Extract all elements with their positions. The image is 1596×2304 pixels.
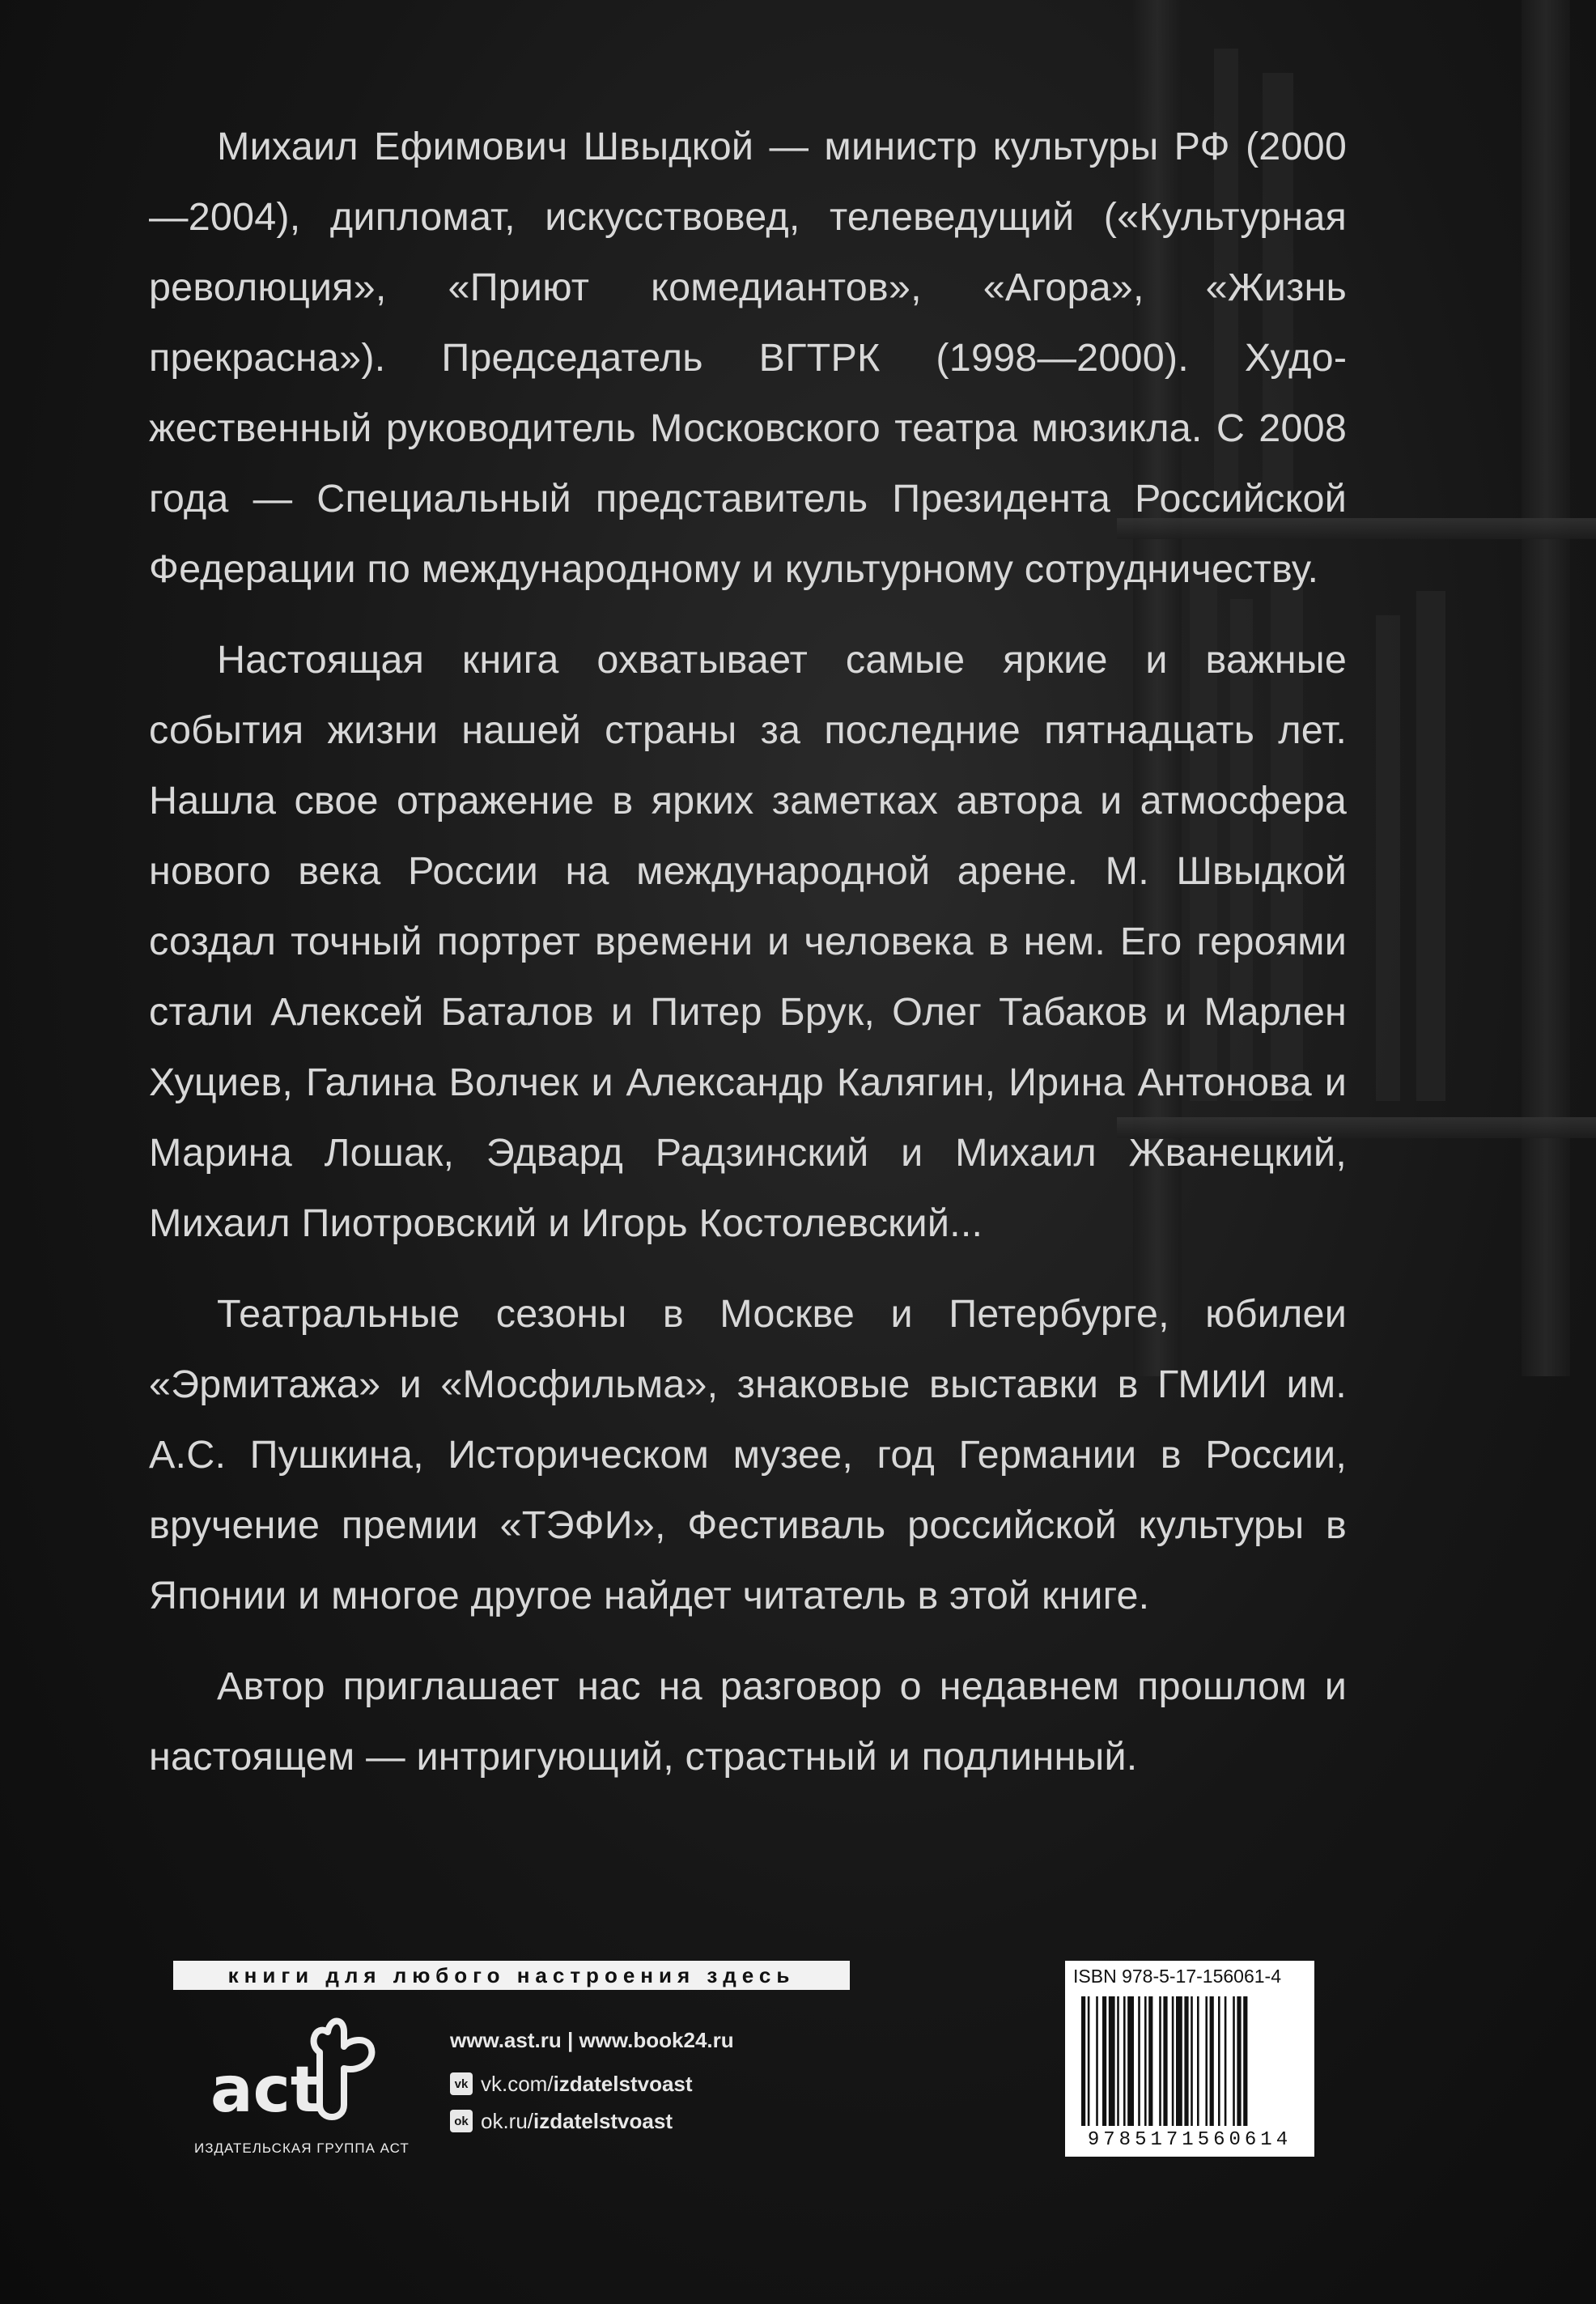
barcode-bar xyxy=(1148,1996,1152,2126)
ok-link-prefix: ok.ru/ xyxy=(481,2108,534,2133)
book-spine xyxy=(1376,615,1400,1101)
vk-link[interactable] xyxy=(450,2071,734,2097)
paragraph: Автор приглашает нас на разговор о недавнем прошлом и настоящем — интригующий, страстный и подлинный. xyxy=(149,1664,1347,1779)
vk-link-handle: izdatelstvoast xyxy=(553,2071,693,2096)
barcode-bar xyxy=(1184,1996,1188,2126)
barcode-bar xyxy=(1210,1996,1214,2126)
barcode-bar xyxy=(1117,1996,1119,2126)
barcode-bar xyxy=(1144,1996,1147,2126)
barcode-bar xyxy=(1163,1996,1167,2126)
ok-link-handle: izdatelstvoast xyxy=(533,2108,673,2133)
barcode-number: 9785171560614 xyxy=(1087,2129,1293,2151)
barcode-bar xyxy=(1102,1996,1106,2126)
ok-link[interactable] xyxy=(450,2108,734,2134)
barcode xyxy=(1081,1996,1301,2126)
act-logo-icon xyxy=(186,2008,397,2137)
barcode-bar xyxy=(1237,1996,1241,2126)
paragraph: Настоящая книга охватывает самые яркие и важные события жизни нашей страны за последние пятнадцать лет. Нашла свое отражение в ярких заметках автора и атмосфера нового века России на международной арене. М. Швыдкой создал точный портрет времени и человека в нем. Его героями стали Алексей Баталов и Питер Брук, Олег Табаков и Марлен Хуциев, Галина Волчек и Александр Калягин, Ирина Антонова и Марина Лошак, Эдвард Радзинский и Михаил Жванецкий, Михаил Пиотровский и Игорь Костолевский... xyxy=(149,638,1347,1245)
isbn-label: ISBN 978-5-17-156061-4 xyxy=(1073,1966,1281,1987)
barcode-bar xyxy=(1123,1996,1126,2126)
logo-text: act xyxy=(210,2054,321,2127)
barcode-bar xyxy=(1096,1996,1098,2126)
barcode-bar xyxy=(1176,1996,1182,2126)
website-links[interactable]: www.ast.ru | www.book24.ru xyxy=(450,2027,734,2052)
barcode-bar xyxy=(1225,1996,1227,2126)
barcode-bar xyxy=(1197,1996,1199,2126)
publisher-name: ИЗДАТЕЛЬСКАЯ ГРУППА АСТ xyxy=(194,2140,410,2156)
vk-link-prefix: vk.com/ xyxy=(481,2071,554,2096)
ok-icon: ok xyxy=(450,2110,473,2132)
barcode-bar xyxy=(1243,1996,1247,2126)
barcode-bar xyxy=(1109,1996,1115,2126)
shelf-post xyxy=(1522,0,1570,1376)
publisher-links xyxy=(450,2027,734,2145)
barcode-bar xyxy=(1172,1996,1174,2126)
paragraph: Михаил Ефимович Швыдкой — министр культуры РФ (2000—2004), дипломат, искусствовед, телеведущий («Культурная революция», «Приют комедиантов», «Агора», «Жизнь прекрасна»). Председатель ВГТРК (1998—2000). Художественный руководитель Московского театра мюзикла. С 2008 года — Специальный представитель Президента Российской Федерации по международному и культурному сотрудничеству. xyxy=(149,125,1347,591)
barcode-bar xyxy=(1191,1996,1193,2126)
barcode-bar xyxy=(1088,1996,1090,2126)
barcode-bar xyxy=(1233,1996,1235,2126)
annotation-text xyxy=(149,112,1347,1813)
book-spine xyxy=(1416,591,1445,1101)
barcode-bar xyxy=(1127,1996,1134,2126)
tagline: книги для любого настроения здесь xyxy=(173,1961,850,1990)
paragraph: Театральные сезоны в Москве и Петербурге, юбилеи «Эрмитажа» и «Мосфильма», знаковые выставки в ГМИИ им. А.С. Пушкина, Историческом музее, год Германии в России, вручение премии «ТЭФИ», Фестиваль российской культуры в Японии и многое другое найдет читатель в этой книге. xyxy=(149,1292,1347,1617)
barcode-bar xyxy=(1138,1996,1140,2126)
barcode-bar xyxy=(1218,1996,1220,2126)
vk-icon: vk xyxy=(450,2072,473,2095)
barcode-bar xyxy=(1205,1996,1208,2126)
barcode-bar xyxy=(1159,1996,1161,2126)
barcode-bar xyxy=(1081,1996,1085,2126)
isbn-barcode-block xyxy=(1065,1961,1314,2157)
